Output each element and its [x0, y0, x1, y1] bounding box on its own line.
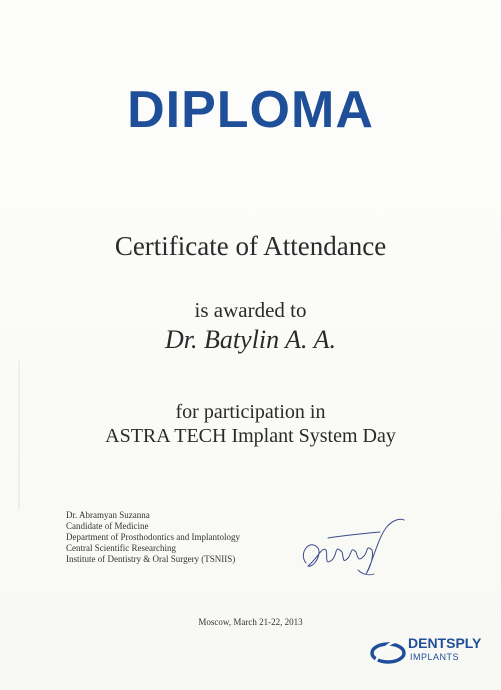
signer-name: Dr. Abramyan Suzanna [66, 510, 150, 520]
signer-department: Department of Prosthodontics and Implantology [66, 532, 240, 542]
logo-brand-text: DENTSPLY [408, 635, 482, 651]
signer-institute-line1: Central Scientific Researching [66, 543, 176, 553]
signer-block [66, 510, 306, 565]
signer-institute-line2: Institute of Dentistry & Oral Surgery (TSNIIS) [66, 554, 236, 564]
place-and-date: Moscow, March 21-22, 2013 [198, 617, 303, 627]
handwritten-signature [288, 508, 418, 588]
certificate-heading: Certificate of Attendance [114, 231, 387, 261]
awarded-text: is awarded to [194, 298, 307, 322]
recipient-name: Dr. Batylin A. A. [165, 325, 336, 354]
dentsply-swoosh-icon [370, 636, 412, 666]
participation-text: for participation in [175, 401, 326, 423]
event-name: ASTRA TECH Implant System Day [105, 425, 396, 447]
diploma-title: DIPLOMA [127, 81, 374, 139]
dentsply-logo [370, 632, 490, 672]
signer-degree: Candidate of Medicine [66, 521, 149, 531]
logo-sub-text: IMPLANTS [410, 652, 460, 662]
